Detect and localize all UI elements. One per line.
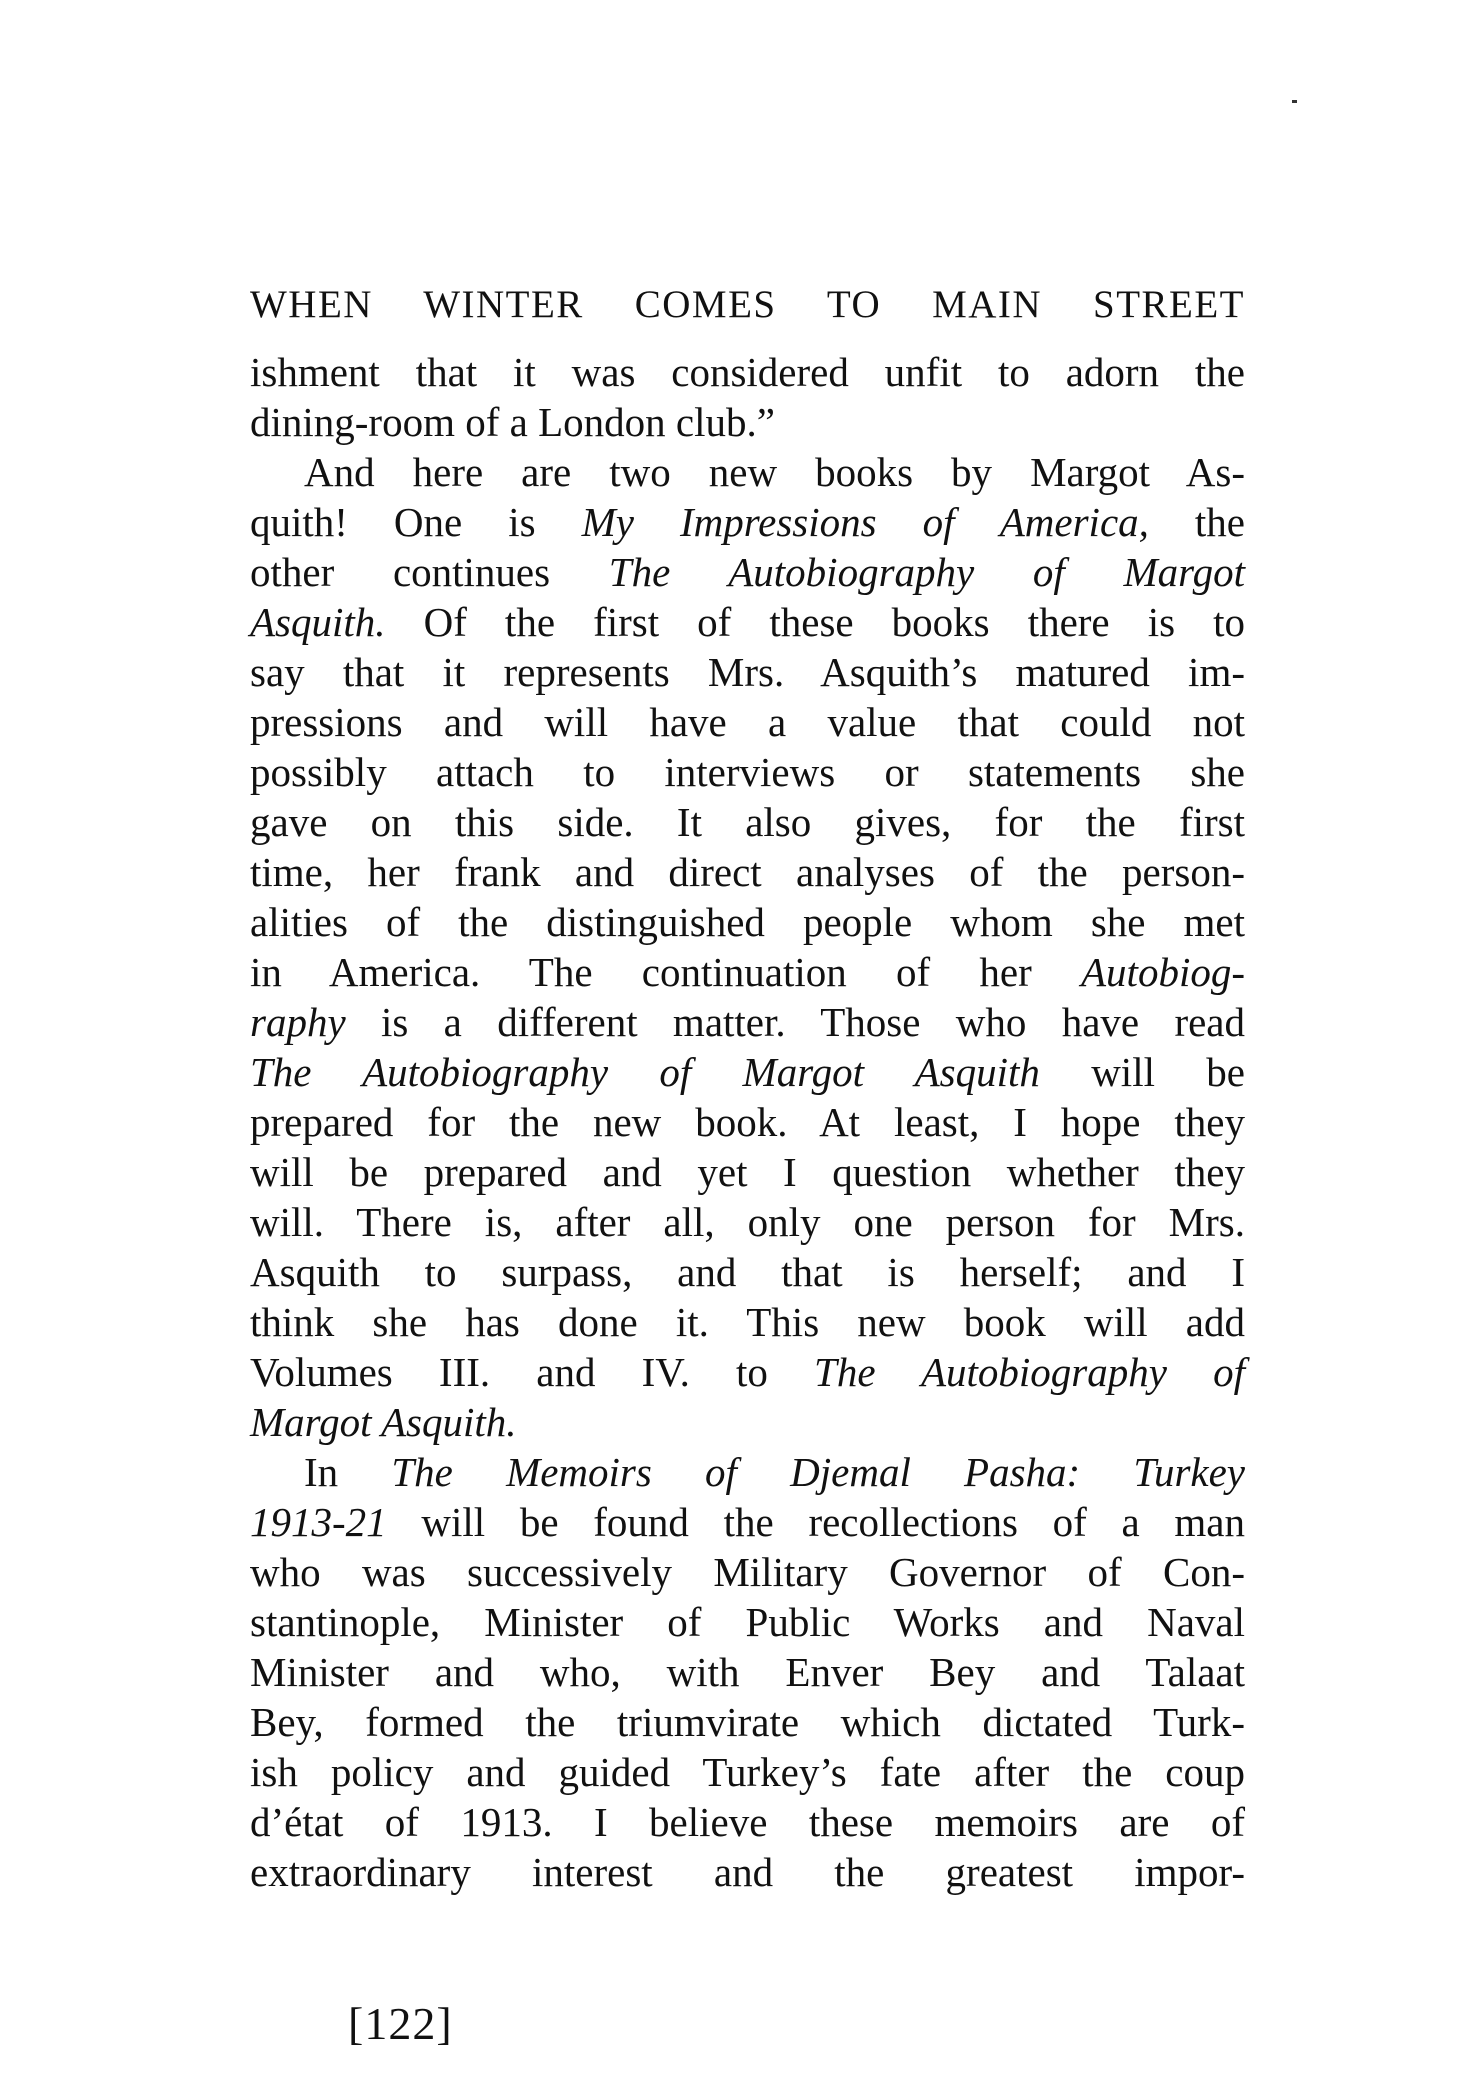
- text-line: say that it represents Mrs. Asquith’s matured im-: [250, 649, 1245, 695]
- text-line: dining-room of a London club.”: [250, 399, 775, 445]
- text-line: [250, 947, 1245, 997]
- text-run: Of the first of these books there is to: [385, 599, 1245, 645]
- text-line: Bey, formed the triumvirate which dictated Turk-: [250, 1699, 1245, 1745]
- text-line: [250, 1347, 1245, 1397]
- book-page: [250, 0, 1245, 2083]
- text-run: other continues: [250, 549, 609, 595]
- text-run: the: [1148, 499, 1245, 545]
- text-line: ishment that it was considered unfit to adorn the: [250, 349, 1245, 395]
- text-line: stantinople, Minister of Public Works and Naval: [250, 1599, 1245, 1645]
- text-line: who was successively Military Governor of Con-: [250, 1549, 1245, 1595]
- paragraph-start-line: And here are two new books by Margot As-: [304, 449, 1245, 495]
- page-number: [122]: [348, 1998, 453, 2049]
- text-line: Minister and who, with Enver Bey and Talaat: [250, 1649, 1245, 1695]
- text-line: d’état of 1913. I believe these memoirs are of: [250, 1799, 1245, 1845]
- body-text: [250, 347, 1245, 1897]
- text-run: in America. The continuation of her: [250, 949, 1082, 995]
- text-line: ish policy and guided Turkey’s fate after the coup: [250, 1749, 1245, 1795]
- text-run: Volumes III. and IV. to: [250, 1349, 815, 1395]
- book-title: Margot Asquith.: [250, 1399, 517, 1445]
- text-line: [250, 997, 1245, 1047]
- book-title: My Impressions of America,: [581, 499, 1149, 545]
- scan-speck: [1292, 100, 1297, 103]
- book-title: The Autobiography of Margot: [608, 549, 1245, 595]
- text-line: Asquith to surpass, and that is herself; and I: [250, 1249, 1245, 1295]
- text-line: extraordinary interest and the greatest impor-: [250, 1849, 1245, 1895]
- book-title: The Autobiography of Margot Asquith: [250, 1049, 1040, 1095]
- text-line: pressions and will have a value that could not: [250, 699, 1245, 745]
- book-title: 1913-21: [250, 1499, 387, 1545]
- paragraph-start-line: [250, 1447, 1245, 1497]
- text-line: alities of the distinguished people whom she met: [250, 899, 1245, 945]
- text-line: possibly attach to interviews or statements she: [250, 749, 1245, 795]
- text-run: will be found the recollections of a man: [386, 1499, 1245, 1545]
- book-title: raphy: [250, 999, 346, 1045]
- book-title: The Memoirs of Djemal Pasha: Turkey: [391, 1449, 1246, 1495]
- text-run: quith! One is: [250, 499, 582, 545]
- text-run: is a different matter. Those who have read: [345, 999, 1245, 1045]
- running-head: WHEN WINTER COMES TO MAIN STREET: [250, 283, 1245, 326]
- text-line: [250, 1047, 1245, 1097]
- text-line: time, her frank and direct analyses of the person-: [250, 849, 1245, 895]
- book-title: Autobiog-: [1081, 949, 1245, 995]
- text-line: [250, 547, 1245, 597]
- text-run: In: [304, 1449, 392, 1495]
- text-line: will be prepared and yet I question whether they: [250, 1149, 1245, 1195]
- book-title: Asquith.: [250, 599, 386, 645]
- text-line: [250, 1497, 1245, 1547]
- text-line: prepared for the new book. At least, I hope they: [250, 1099, 1245, 1145]
- text-line: [250, 1397, 1245, 1447]
- book-title: The Autobiography of: [814, 1349, 1245, 1395]
- text-run: will be: [1039, 1049, 1245, 1095]
- text-line: [250, 597, 1245, 647]
- text-line: think she has done it. This new book will add: [250, 1299, 1245, 1345]
- text-line: gave on this side. It also gives, for the first: [250, 799, 1245, 845]
- text-line: [250, 497, 1245, 547]
- text-line: will. There is, after all, only one person for Mrs.: [250, 1199, 1245, 1245]
